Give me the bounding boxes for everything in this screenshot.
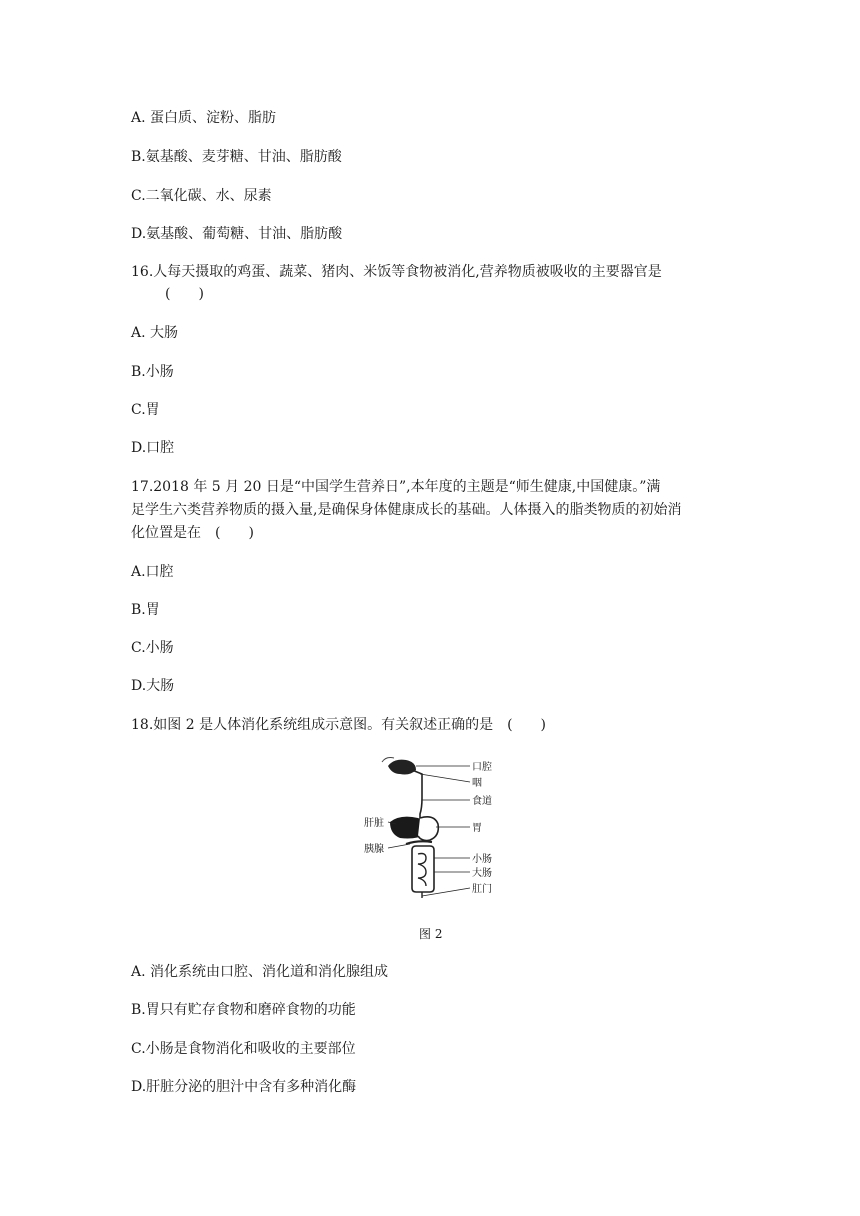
intestine-shape xyxy=(412,846,434,898)
q15-option-a: A. 蛋白质、淀粉、脂肪 xyxy=(131,110,277,126)
digestive-system-diagram xyxy=(360,752,520,902)
q17-stem-line1: 17.2018 年 5 月 20 日是“中国学生营养日”,本年度的主题是“师生健康,中国健康。”满 xyxy=(131,479,661,495)
mouth-icon xyxy=(382,758,416,775)
q17-option-a: A.口腔 xyxy=(131,564,174,580)
esophagus-line xyxy=(412,770,422,822)
q18-option-a: A. 消化系统由口腔、消化道和消化腺组成 xyxy=(131,964,389,980)
label-pharynx: 咽 xyxy=(472,778,482,789)
q17-option-b: B.胃 xyxy=(131,602,160,618)
label-large-intestine: 大肠 xyxy=(472,868,492,879)
q16-option-b: B.小肠 xyxy=(131,364,174,380)
q15-option-c: C.二氧化碳、水、尿素 xyxy=(131,188,272,204)
label-anus: 肛门 xyxy=(472,884,492,895)
q16-option-c: C.胃 xyxy=(131,402,160,418)
q16-blank: ( ) xyxy=(165,286,204,302)
pancreas-shape xyxy=(406,841,432,844)
label-small-intestine: 小肠 xyxy=(472,854,492,865)
q15-option-b: B.氨基酸、麦芽糖、甘油、脂肪酸 xyxy=(131,149,342,165)
stomach-shape xyxy=(418,817,438,841)
q16-option-a: A. 大肠 xyxy=(131,325,179,341)
label-pancreas: 胰腺 xyxy=(364,844,384,855)
label-esophagus: 食道 xyxy=(472,796,492,807)
q17-option-d: D.大肠 xyxy=(131,678,175,694)
q18-option-d: D.肝脏分泌的胆汁中含有多种消化酶 xyxy=(131,1079,357,1095)
q18-option-c: C.小肠是食物消化和吸收的主要部位 xyxy=(131,1041,356,1057)
q17-option-c: C.小肠 xyxy=(131,640,174,656)
q15-option-d: D.氨基酸、葡萄糖、甘油、脂肪酸 xyxy=(131,226,343,242)
figure-caption: 图 2 xyxy=(419,927,443,941)
q17-stem-line3: 化位置是在 ( ) xyxy=(131,525,254,541)
q16-option-d: D.口腔 xyxy=(131,440,175,456)
q18-stem: 18.如图 2 是人体消化系统组成示意图。有关叙述正确的是 ( ) xyxy=(131,717,546,733)
q16-stem: 16.人每天摄取的鸡蛋、蔬菜、猪肉、米饭等食物被消化,营养物质被吸收的主要器官是 xyxy=(131,264,662,280)
q17-stem-line2: 足学生六类营养物质的摄入量,是确保身体健康成长的基础。人体摄入的脂类物质的初始消 xyxy=(131,502,682,518)
label-stomach: 胃 xyxy=(472,823,482,834)
label-liver: 肝脏 xyxy=(364,818,384,829)
label-mouth: 口腔 xyxy=(472,762,492,773)
q18-option-b: B.胃只有贮存食物和磨碎食物的功能 xyxy=(131,1002,356,1018)
